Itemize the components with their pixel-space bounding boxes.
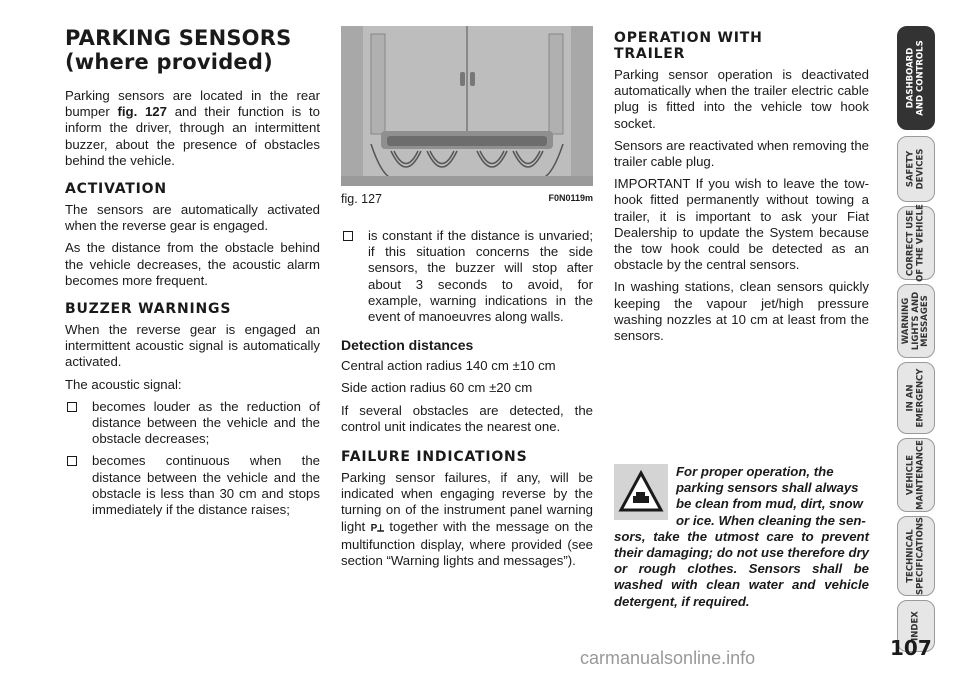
failure-text-b: together with the message on the multifunction display, where provided (see section “Warning lights and messages”). [341,518,593,569]
tab-label: MAINTENANCE [915,440,925,510]
failure-paragraph [341,470,593,569]
tab-label: INDEX [910,611,921,641]
column-2 [341,228,593,575]
tab-label: VEHICLE [905,454,916,496]
checkbox-bullet-icon [67,456,77,466]
tab-label: EMERGENCY [915,368,925,428]
tab-label: SPECIFICATIONS [915,516,925,596]
column-1 [65,26,320,524]
warning-triangle-icon [614,464,668,520]
watermark: carmanualsonline.info [580,648,756,668]
parking-sensor-warning-icon: P⟂ [370,522,384,534]
column-3 [614,26,869,350]
page-title [65,26,320,74]
title-line-2: (where provided) [65,50,273,74]
buzzer-heading: BUZZER WARNINGS [65,301,232,318]
tab-label: MESSAGES [919,295,930,347]
tab-label: OF THE VEHICLE [915,204,925,282]
tab-vehicle-maintenance[interactable] [897,438,935,512]
tab-label: CORRECT USE [905,209,916,277]
van-rear-figure [341,26,593,186]
trailer-heading-line-1: OPERATION WITH [614,30,763,46]
intro-text-b: and their function is to inform the driver, through an intermittent buzzer, about the presence of obstacles behind the vehicle. [65,104,320,168]
warning-box [614,464,869,610]
failure-heading: FAILURE INDICATIONS [341,449,528,466]
tab-label: IN AN [905,384,916,412]
buzzer-paragraph-1: When the reverse gear is engaged an intermittent acoustic signal is automatically activated. [65,322,320,370]
tab-label: WARNING [900,297,911,345]
trailer-paragraph-2: Sensors are reactivated when removing the trailer cable plug. [614,137,869,170]
trailer-paragraph-1: Parking sensor operation is deactivated automatically when the trailer electric cable plug is fitted into the vehicle tow hook socket. [614,67,869,131]
van-rear-illustration [341,26,593,186]
buzzer-paragraph-2: The acoustic signal: [65,376,182,392]
activation-paragraph-1: The sensors are automatically activated when the reverse gear is engaged. [65,202,320,234]
trailer-paragraph-3: IMPORTANT If you wish to leave the tow-hook fitted permanently without towing a trailer, it is important to ask your Fiat Dealership to update the System because the tow hook could be detected as an obstacle by the central sensors. [614,176,869,273]
tab-label: TECHNICAL [905,529,916,583]
tab-safety-devices[interactable] [897,136,935,202]
detection-heading: Detection distances [341,337,474,354]
figure-reference: fig. 127 [117,104,167,120]
warning-line: or ice. When cleaning the sen- [676,512,866,528]
activation-heading: ACTIVATION [65,181,167,198]
list-item [65,453,320,518]
bullet-text: is constant if the distance is unvaried; if this situation concerns the side sensors, the buzzer will stop after about 3 seconds to avoid, for example, warning indications in the event of manoeuvres along walls. [368,228,593,325]
tab-emergency[interactable] [897,362,935,434]
tab-label: LIGHTS AND [910,291,921,351]
figure-label: fig. 127 [341,192,383,206]
central-radius: Central action radius 140 cm ±10 cm [341,358,556,374]
tab-correct-use[interactable] [897,206,935,280]
bullet-text: becomes louder as the reduction of distance between the vehicle and the obstacle decreases; [92,398,320,447]
activation-paragraph-2: As the distance from the obstacle behind the vehicle decreases, the acoustic alarm becomes more frequent. [65,240,320,288]
side-radius: Side action radius 60 cm ±20 cm [341,380,533,396]
checkbox-bullet-icon [67,402,77,412]
trailer-heading-line-2: TRAILER [614,46,686,62]
tab-warning-lights[interactable] [897,284,935,358]
tab-label: SAFETY [905,150,916,188]
page-number: 107 [890,636,932,660]
title-line-1: PARKING SENSORS [65,26,292,50]
list-item [65,399,320,448]
tab-technical-specifications[interactable] [897,516,935,596]
list-item [341,228,593,325]
tab-label: AND CONTROLS [915,40,925,116]
bullet-text: becomes continuous when the distance between the vehicle and the obstacle is less than 30 cm and stops immediately if the distance raises; [92,453,320,518]
warning-line: be clean from mud, dirt, snow [676,496,863,512]
checkbox-bullet-icon [343,231,353,241]
tab-label: DEVICES [915,148,925,190]
several-obstacles-paragraph: If several obstacles are detected, the control unit indicates the nearest one. [341,402,593,434]
figure-caption [341,192,593,206]
warning-rest: sors, take the utmost care to prevent their damaging; do not use therefore dry or rough clothes. Sensors shall be washed with clean water and vehicle detergent, if required. [614,528,869,609]
tab-label: DASHBOARD [905,47,916,109]
intro-paragraph [65,88,320,169]
warning-line: parking sensors shall always [676,480,859,496]
failure-text-a: Parking sensor failures, if any, will be indicated when engaging reverse by the turning on of the instrument panel warning light [341,470,593,534]
tab-dashboard-and-controls[interactable] [897,26,935,130]
intro-text-a: Parking sensors are located in the rear bumper [65,88,320,120]
trailer-paragraph-4: In washing stations, clean sensors quickly keeping the vapour jet/high pressure washing nozzles at 10 cm at least from the sensors. [614,279,869,344]
figure-code: F0N0119m [548,193,593,203]
warning-line: For proper operation, the [676,464,834,479]
trailer-heading [614,30,869,62]
